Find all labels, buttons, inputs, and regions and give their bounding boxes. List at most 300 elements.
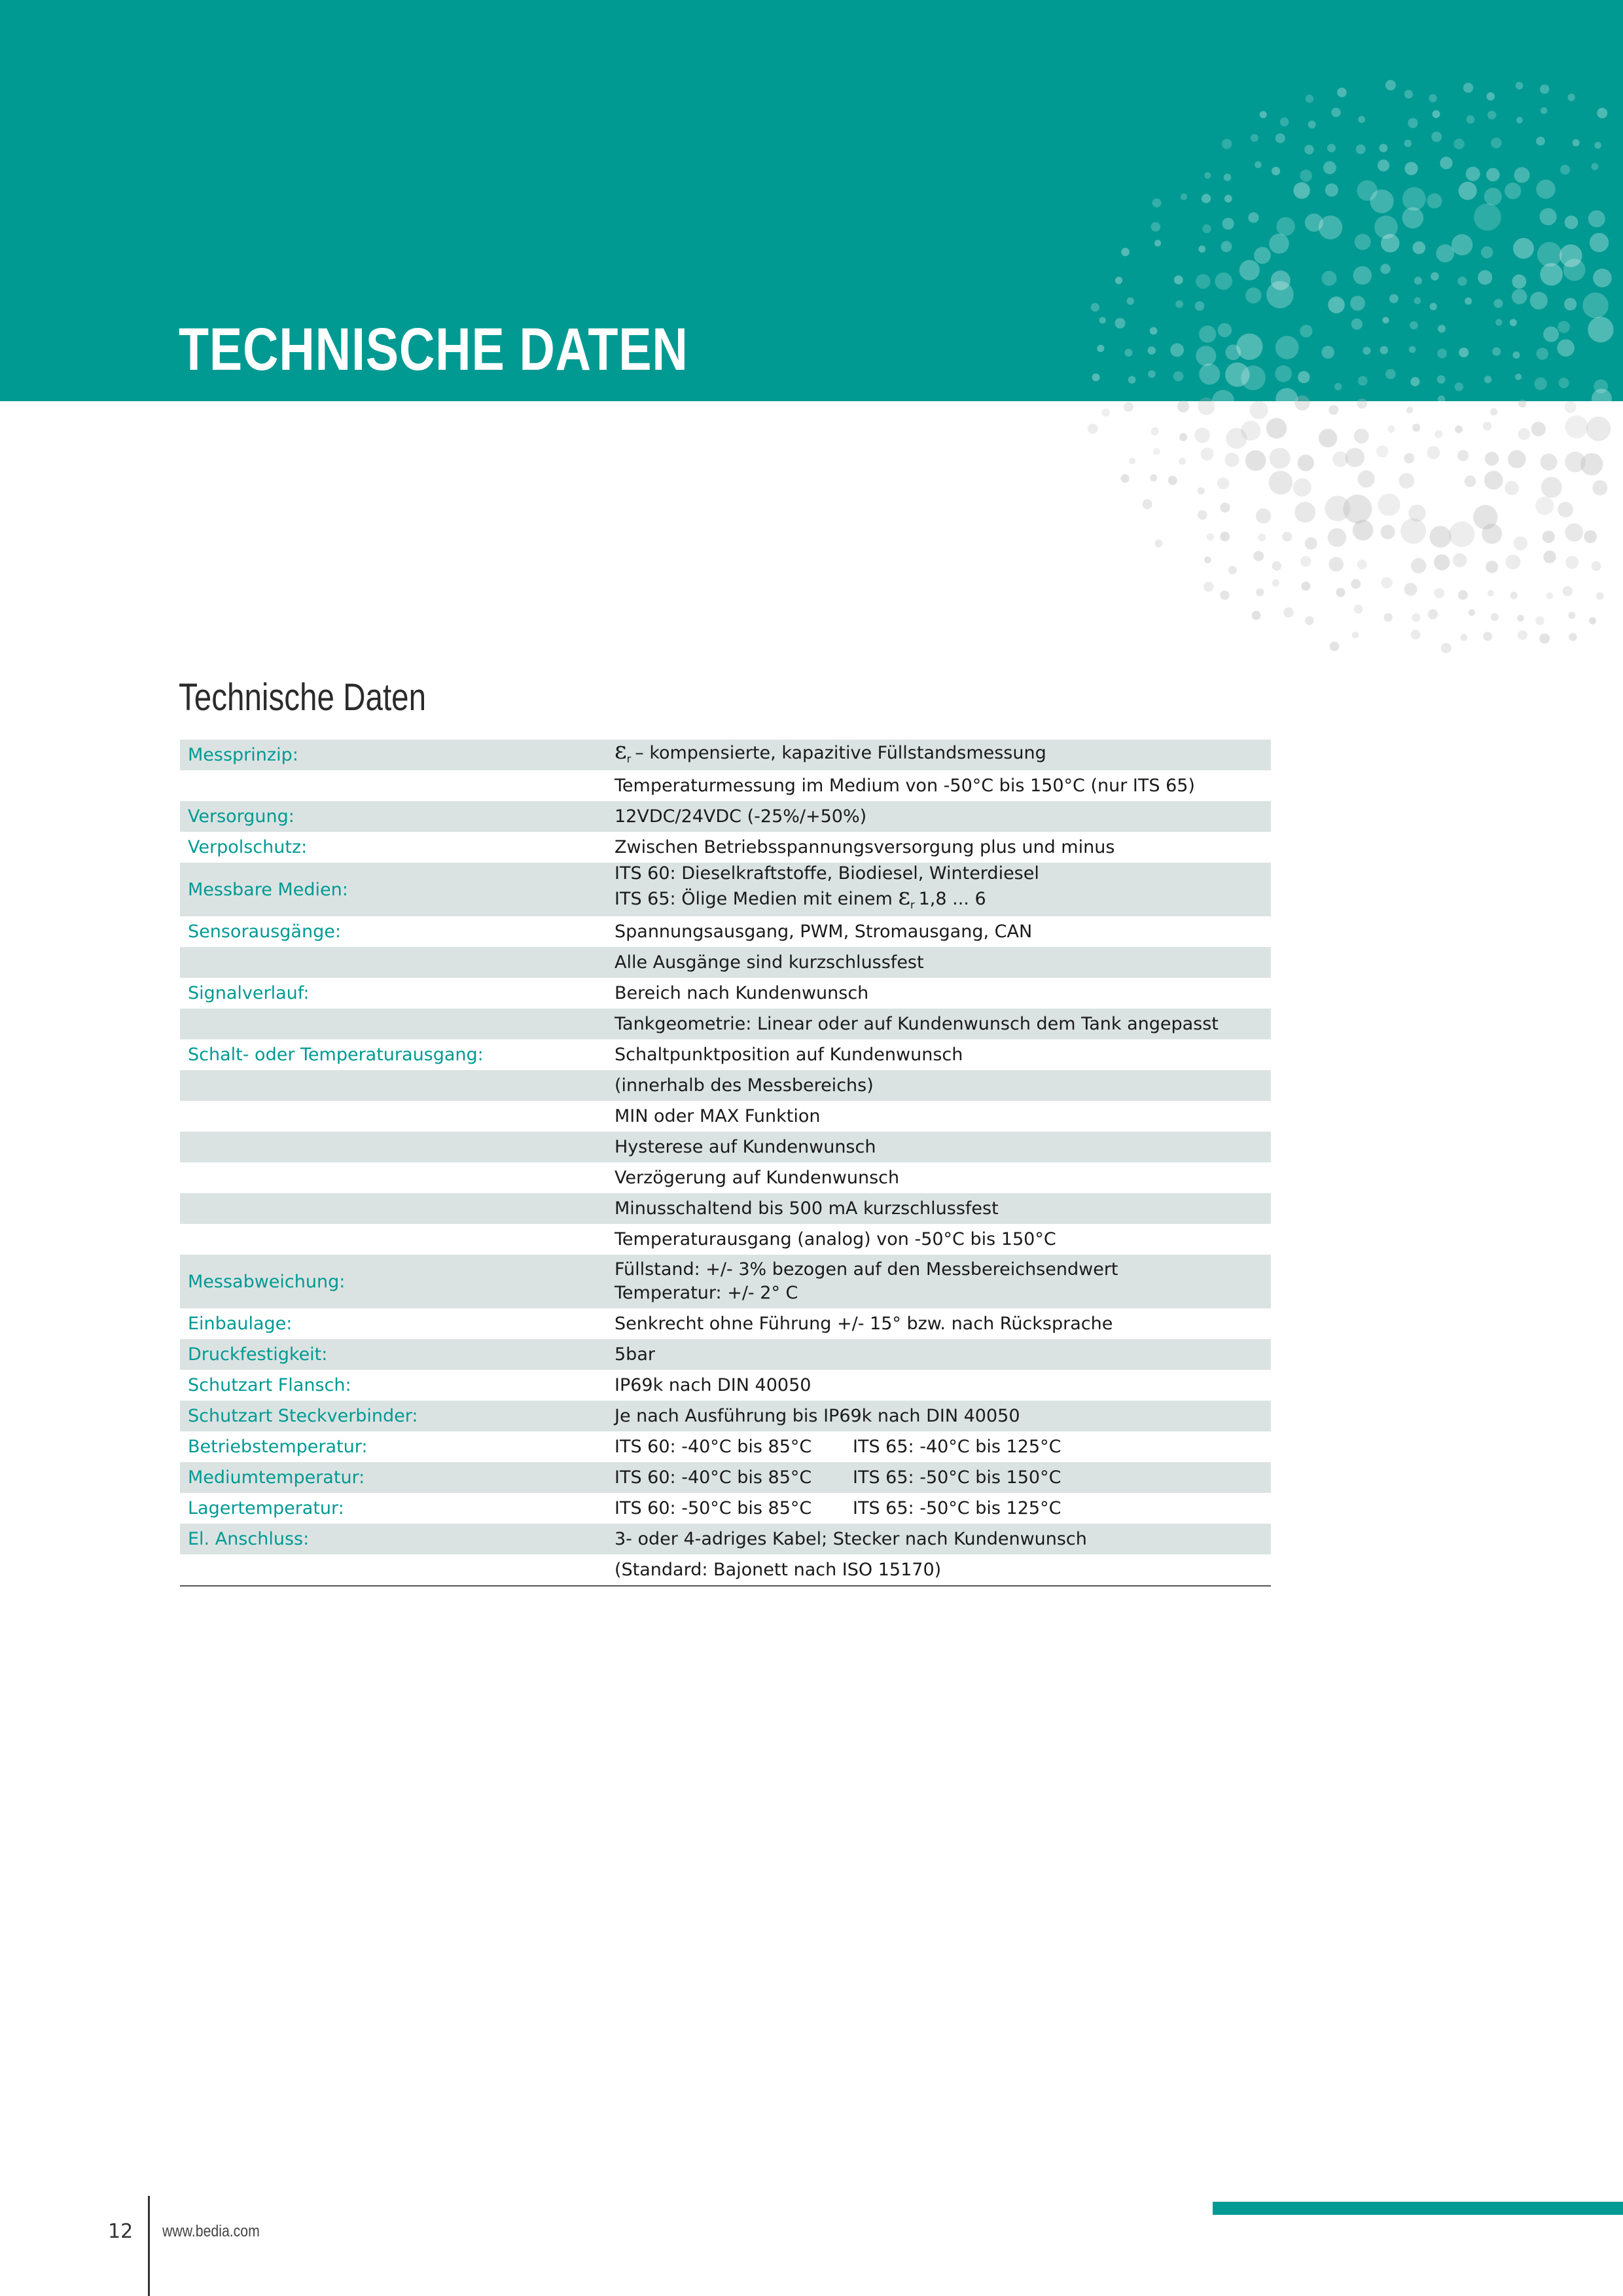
decorative-dot <box>1517 615 1524 621</box>
row-value <box>615 1258 1271 1305</box>
decorative-dot <box>1399 473 1414 489</box>
decorative-dot <box>1224 195 1232 203</box>
decorative-dot <box>1150 475 1157 482</box>
decorative-dot <box>1457 277 1467 286</box>
table-row <box>180 1370 1271 1401</box>
decorative-dot <box>1437 375 1446 384</box>
row-value: IP69k nach DIN 40050 <box>615 1374 812 1395</box>
decorative-dot <box>1179 457 1186 465</box>
row-value: Alle Ausgänge sind kurzschlussfest <box>615 952 924 973</box>
decorative-dot <box>1387 425 1395 433</box>
decorative-dot <box>1121 248 1130 257</box>
decorative-dot <box>1518 428 1531 440</box>
decorative-dot <box>1506 554 1521 569</box>
decorative-dot <box>1221 241 1232 252</box>
decorative-dot <box>1283 607 1293 617</box>
decorative-dot <box>1245 287 1261 303</box>
decorative-dot <box>1486 561 1498 573</box>
decorative-dot <box>1455 425 1463 433</box>
decorative-dot <box>1155 539 1163 547</box>
table-row <box>180 1462 1271 1493</box>
decorative-dot <box>1438 395 1446 403</box>
decorative-dot <box>1148 346 1156 354</box>
row-value-text: ITS 65: Ölige Medien mit einem <box>615 889 893 909</box>
decorative-dot <box>1382 317 1389 323</box>
decorative-dot <box>1198 245 1205 253</box>
decorative-dot <box>1412 613 1420 622</box>
decorative-dot <box>1560 165 1570 175</box>
decorative-dot <box>1275 388 1298 410</box>
decorative-dot <box>1592 389 1612 409</box>
decorative-dot <box>1175 300 1183 308</box>
decorative-dot <box>1597 108 1607 118</box>
decorative-dot <box>1353 266 1372 285</box>
decorative-dot <box>1241 421 1260 440</box>
decorative-dot <box>1565 524 1583 542</box>
decorative-dot <box>1494 299 1503 308</box>
table-row <box>180 1101 1271 1132</box>
decorative-dot <box>1592 561 1601 571</box>
decorative-dot <box>1301 582 1310 591</box>
decorative-dot <box>1594 142 1601 149</box>
decorative-dot <box>1465 476 1476 488</box>
decorative-dot <box>1449 522 1474 547</box>
decorative-dot <box>1568 94 1575 101</box>
decorative-dot <box>1275 336 1299 359</box>
row-label: Schutzart Flansch: <box>188 1375 351 1395</box>
decorative-dot <box>1486 168 1500 182</box>
decorative-dot <box>1540 84 1549 94</box>
row-value: Hysterese auf Kundenwunsch <box>615 1136 876 1157</box>
row-label: Druckfestigkeit: <box>188 1344 328 1365</box>
decorative-dot <box>1563 259 1586 281</box>
decorative-dot <box>1427 446 1440 459</box>
decorative-dot <box>1580 453 1603 475</box>
decorative-dot <box>1294 502 1315 523</box>
decorative-dot <box>1414 277 1422 285</box>
decorative-dot <box>1300 556 1311 566</box>
decorative-dot <box>1558 321 1570 333</box>
decorative-dot <box>1569 633 1577 641</box>
row-value-its60: ITS 60: -50°C bis 85°C <box>615 1498 812 1518</box>
decorative-dot <box>1380 346 1388 354</box>
decorative-dot <box>1331 108 1340 117</box>
table-row <box>180 1493 1271 1524</box>
footer-accent-bar <box>1213 2202 1623 2215</box>
decorative-dot <box>1148 370 1156 378</box>
decorative-dot <box>1300 325 1312 337</box>
table-row <box>180 1224 1271 1255</box>
decorative-dot <box>1275 365 1292 382</box>
decorative-dot <box>1512 289 1527 304</box>
row-value <box>615 1497 1271 1520</box>
decorative-dot <box>1495 319 1502 325</box>
decorative-dot <box>1434 554 1450 570</box>
table-row <box>180 916 1271 947</box>
decorative-dot <box>1319 429 1337 447</box>
decorative-dot <box>1204 556 1211 563</box>
decorative-dot <box>1584 530 1597 543</box>
decorative-dot <box>1168 476 1177 485</box>
decorative-dot <box>1337 88 1347 98</box>
decorative-dot <box>1490 408 1497 416</box>
decorative-dot <box>1466 167 1480 181</box>
decorative-dot <box>1097 345 1104 352</box>
decorative-dot <box>1565 215 1578 229</box>
decorative-dot <box>1127 297 1134 304</box>
row-value-line <box>615 886 1271 917</box>
decorative-dot <box>1153 448 1160 456</box>
decorative-dot <box>1228 566 1237 575</box>
row-value: Zwischen Betriebsspannungsversorgung plus und minus <box>615 836 1115 857</box>
decorative-dot <box>1269 471 1293 494</box>
decorative-dot <box>1483 422 1491 430</box>
decorative-dot <box>1434 588 1444 598</box>
decorative-dot <box>1543 531 1555 543</box>
decorative-dot <box>1586 417 1611 441</box>
epsilon-symbol: ε <box>898 884 911 910</box>
decorative-dot <box>1385 369 1396 380</box>
decorative-dot <box>1546 592 1553 599</box>
table-row <box>180 737 1271 770</box>
decorative-dot <box>1179 433 1187 441</box>
decorative-dot <box>1319 215 1342 239</box>
decorative-dot <box>1266 281 1294 309</box>
decorative-dot <box>1429 94 1436 102</box>
decorative-dot <box>1217 478 1229 490</box>
table-row <box>180 770 1271 801</box>
decorative-dot <box>1402 187 1426 211</box>
page-title: TECHNISCHE DATEN <box>179 316 688 383</box>
row-value: (innerhalb des Messbereichs) <box>615 1075 874 1096</box>
decorative-dot <box>1128 376 1136 384</box>
page-number: 12 <box>108 2220 134 2243</box>
decorative-dot <box>1198 487 1205 494</box>
decorative-dot <box>1212 390 1234 412</box>
row-value-its60: ITS 60: -40°C bis 85°C <box>615 1436 812 1457</box>
decorative-dot <box>1384 613 1393 622</box>
row-label: Einbaulage: <box>188 1314 293 1334</box>
decorative-dot <box>1224 173 1231 181</box>
decorative-dot <box>1306 95 1314 103</box>
footer-divider <box>148 2196 150 2296</box>
decorative-dot <box>1194 427 1210 443</box>
decorative-dot <box>1196 274 1211 289</box>
row-value <box>615 862 1271 917</box>
decorative-dot <box>1196 346 1216 366</box>
decorative-dot <box>1254 247 1271 264</box>
row-value: Minusschaltend bis 500 mA kurzschlussfest <box>615 1198 999 1219</box>
decorative-dot <box>1596 592 1604 600</box>
decorative-dot <box>1559 378 1569 388</box>
row-label: Schutzart Steckverbinder: <box>188 1406 418 1426</box>
table-row <box>180 947 1271 978</box>
decorative-dot <box>1491 613 1499 621</box>
decorative-dot <box>1266 418 1287 439</box>
decorative-dot <box>1329 405 1338 415</box>
decorative-dot <box>1241 365 1266 390</box>
table-row <box>180 1009 1271 1039</box>
decorative-dot <box>1294 395 1310 410</box>
row-value: (Standard: Bajonett nach ISO 15170) <box>615 1559 942 1580</box>
decorative-dot <box>1514 167 1530 183</box>
decorative-dot <box>1202 194 1211 203</box>
decorative-dot <box>1537 242 1562 267</box>
decorative-dot <box>1540 263 1563 286</box>
table-row <box>180 1193 1271 1224</box>
decorative-dot <box>1411 630 1421 639</box>
decorative-dot <box>1514 536 1527 550</box>
decorative-dot <box>1573 139 1580 147</box>
row-value-its60: ITS 60: -40°C bis 85°C <box>615 1467 812 1488</box>
decorative-dot <box>1590 233 1609 252</box>
decorative-dot <box>1305 616 1314 625</box>
decorative-dot <box>1409 346 1416 353</box>
section-title: Technische Daten <box>179 676 427 719</box>
decorative-dot <box>1376 446 1388 457</box>
decorative-dot <box>1275 134 1285 143</box>
decorative-dot <box>1304 145 1313 154</box>
decorative-dot <box>1329 557 1344 571</box>
row-label: Versorgung: <box>188 806 294 827</box>
decorative-dot <box>1537 348 1549 360</box>
decorative-dot <box>1293 182 1310 198</box>
table-row <box>180 978 1271 1009</box>
decorative-dot <box>1557 339 1575 357</box>
decorative-dot <box>1437 349 1447 359</box>
row-value: Senkrecht ohne Führung +/- 15° bzw. nach Rücksprache <box>615 1313 1113 1334</box>
decorative-dot <box>1300 170 1312 182</box>
decorative-dot <box>1245 450 1266 471</box>
decorative-dot <box>1488 111 1496 119</box>
table-row <box>180 1255 1271 1308</box>
decorative-dot <box>1381 525 1395 539</box>
row-value <box>615 1435 1271 1459</box>
decorative-dot <box>1354 605 1363 614</box>
decorative-dot <box>1460 634 1467 641</box>
decorative-dot <box>1248 212 1258 223</box>
decorative-dot <box>1458 590 1468 600</box>
decorative-dot <box>1491 137 1502 149</box>
decorative-dot <box>1202 224 1211 234</box>
decorative-dot <box>1589 617 1596 624</box>
row-value: Temperaturausgang (analog) von -50°C bis 150°C <box>615 1229 1056 1249</box>
row-value-its65: ITS 65: -50°C bis 125°C <box>853 1498 1061 1518</box>
decorative-dot <box>1440 156 1452 169</box>
table-row <box>180 1524 1271 1554</box>
decorative-dot <box>1124 402 1133 412</box>
decorative-dot <box>1351 579 1361 589</box>
decorative-dot <box>1378 160 1389 171</box>
decorative-dot <box>1535 497 1554 515</box>
decorative-dot <box>1535 617 1544 625</box>
decorative-dot <box>1293 478 1311 497</box>
decorative-dot <box>1256 509 1271 524</box>
decorative-dot <box>1256 588 1264 596</box>
row-value: Verzögerung auf Kundenwunsch <box>615 1167 900 1188</box>
row-label: Signalverlauf: <box>188 983 310 1003</box>
table-row <box>180 1308 1271 1339</box>
decorative-dot <box>1174 276 1183 285</box>
row-value: MIN oder MAX Funktion <box>615 1105 821 1126</box>
decorative-dot <box>1518 630 1527 640</box>
decorative-dot <box>1222 218 1234 230</box>
decorative-dot <box>1370 190 1394 213</box>
row-label: Messprinzip: <box>188 745 298 765</box>
decorative-dot <box>1530 292 1548 310</box>
decorative-dot <box>1350 296 1365 311</box>
decorative-dot <box>1215 272 1232 290</box>
table-row <box>180 1554 1271 1585</box>
decorative-dot <box>1478 270 1492 285</box>
row-label: Lagertemperatur: <box>188 1498 344 1518</box>
row-label: Messabweichung: <box>188 1271 346 1292</box>
decorative-dot <box>1505 481 1519 495</box>
decorative-dot <box>1385 80 1396 90</box>
decorative-dot <box>1463 82 1473 92</box>
row-value-line: Füllstand: +/- 3% bezogen auf den Messbereichsendwert <box>615 1259 1118 1280</box>
table-row <box>180 1401 1271 1431</box>
decorative-dot <box>1518 400 1526 408</box>
decorative-dot <box>1280 118 1289 127</box>
decorative-dot <box>1592 163 1599 170</box>
decorative-dot <box>1354 429 1369 444</box>
row-value-its65: ITS 65: -40°C bis 125°C <box>853 1436 1061 1457</box>
row-value: Tankgeometrie: Linear oder auf Kundenwunsch dem Tank angepasst <box>615 1013 1219 1034</box>
row-label: El. Anschluss: <box>188 1529 310 1549</box>
decorative-dot <box>1336 588 1346 597</box>
decorative-dot <box>1129 457 1135 464</box>
decorative-dot <box>1236 334 1262 360</box>
decorative-dot <box>1431 132 1442 142</box>
decorative-dot <box>1406 406 1413 413</box>
decorative-dot <box>1510 319 1517 326</box>
decorative-dot <box>1177 401 1189 412</box>
decorative-dot <box>1328 528 1347 547</box>
footer-url: www.bedia.com <box>162 2222 260 2240</box>
table-row <box>180 1070 1271 1101</box>
decorative-dot <box>1222 139 1232 149</box>
decorative-dot <box>1564 401 1576 413</box>
epsilon-subscript: r <box>910 899 915 911</box>
row-value: Spannungsausgang, PWM, Stromausgang, CAN <box>615 921 1033 942</box>
row-label: Schalt- oder Temperaturausgang: <box>188 1045 484 1065</box>
decorative-dot <box>1260 111 1267 118</box>
row-value <box>615 1466 1271 1490</box>
decorative-dot <box>1152 198 1162 207</box>
decorative-dot <box>1322 271 1337 286</box>
decorative-dot <box>1199 364 1220 385</box>
decorative-dot <box>1541 477 1562 498</box>
row-value: Schaltpunktposition auf Kundenwunsch <box>615 1044 963 1065</box>
decorative-dot <box>1467 115 1475 124</box>
decorative-dot <box>1441 643 1452 653</box>
decorative-dot <box>1272 562 1281 571</box>
decorative-dot <box>1540 208 1557 225</box>
row-value-text: – kompensierte, kapazitive Füllstandsmessung <box>635 742 1046 763</box>
decorative-dot <box>1569 612 1576 619</box>
decorative-dot <box>1510 592 1517 599</box>
decorative-dot <box>1404 453 1414 463</box>
decorative-dot <box>1485 452 1499 465</box>
decorative-dot <box>1363 347 1370 355</box>
decorative-dot <box>1531 422 1546 436</box>
decorative-dot <box>1430 303 1437 310</box>
decorative-dot <box>1099 317 1106 323</box>
decorative-dot <box>1115 277 1122 284</box>
row-value-line: ITS 60: Dieselkraftstoffe, Biodiesel, Winterdiesel <box>615 863 1039 884</box>
decorative-dot <box>1486 92 1495 101</box>
row-value: 3- oder 4-adriges Kabel; Stecker nach Kundenwunsch <box>615 1528 1087 1549</box>
decorative-dot <box>1408 118 1418 128</box>
decorative-dot <box>1323 161 1336 174</box>
decorative-dot <box>1402 207 1424 229</box>
decorative-dot <box>1276 217 1295 236</box>
decorative-dot <box>1536 179 1555 198</box>
decorative-dot <box>1173 371 1184 382</box>
row-value: 12VDC/24VDC (-25%/+50%) <box>615 806 867 827</box>
decorative-dot <box>1481 246 1493 258</box>
decorative-dot <box>1543 327 1559 342</box>
decorative-dot <box>1346 448 1364 467</box>
decorative-dot <box>1251 134 1258 142</box>
decorative-dot <box>1092 374 1100 382</box>
decorative-dot <box>1541 454 1558 471</box>
decorative-dot <box>1484 188 1502 206</box>
decorative-dot <box>1536 137 1545 146</box>
decorative-dot <box>1427 194 1442 209</box>
decorative-dot <box>1351 319 1363 330</box>
decorative-dot <box>1429 526 1451 548</box>
decorative-dot <box>1459 348 1469 357</box>
row-label: Sensorausgänge: <box>188 922 341 942</box>
decorative-dot <box>1469 609 1475 616</box>
decorative-dot <box>1543 550 1556 563</box>
decorative-dot <box>1508 450 1526 469</box>
decorative-dot <box>1484 471 1503 490</box>
row-value <box>615 737 1271 771</box>
table-row <box>180 863 1271 916</box>
decorative-dot <box>1255 161 1262 168</box>
decorative-dot <box>1321 346 1334 359</box>
decorative-dot <box>1204 582 1214 592</box>
decorative-dot <box>1298 371 1310 383</box>
decorative-dot <box>1563 586 1573 596</box>
decorative-dot <box>1198 511 1207 520</box>
epsilon-subscript: r <box>626 752 632 765</box>
decorative-dot <box>1410 321 1418 330</box>
decorative-dot <box>1088 423 1098 434</box>
decorative-dot <box>1334 383 1342 390</box>
decorative-dot <box>1431 272 1439 281</box>
decorative-dot <box>1593 268 1612 287</box>
decorative-dot <box>1459 182 1477 200</box>
decorative-dot <box>1412 423 1420 431</box>
table-row <box>180 1162 1271 1193</box>
decorative-dot <box>1565 416 1588 439</box>
table-row <box>180 1132 1271 1162</box>
decorative-dot <box>1125 349 1133 357</box>
decorative-dot <box>1355 234 1371 250</box>
decorative-dot <box>1250 401 1268 419</box>
decorative-dot <box>1565 556 1578 569</box>
decorative-dot <box>1358 471 1375 488</box>
epsilon-symbol: ε <box>615 737 627 764</box>
decorative-dot <box>1465 298 1472 305</box>
decorative-dot <box>1298 455 1314 471</box>
decorative-dot <box>1457 450 1469 461</box>
decorative-dot <box>1353 520 1374 541</box>
